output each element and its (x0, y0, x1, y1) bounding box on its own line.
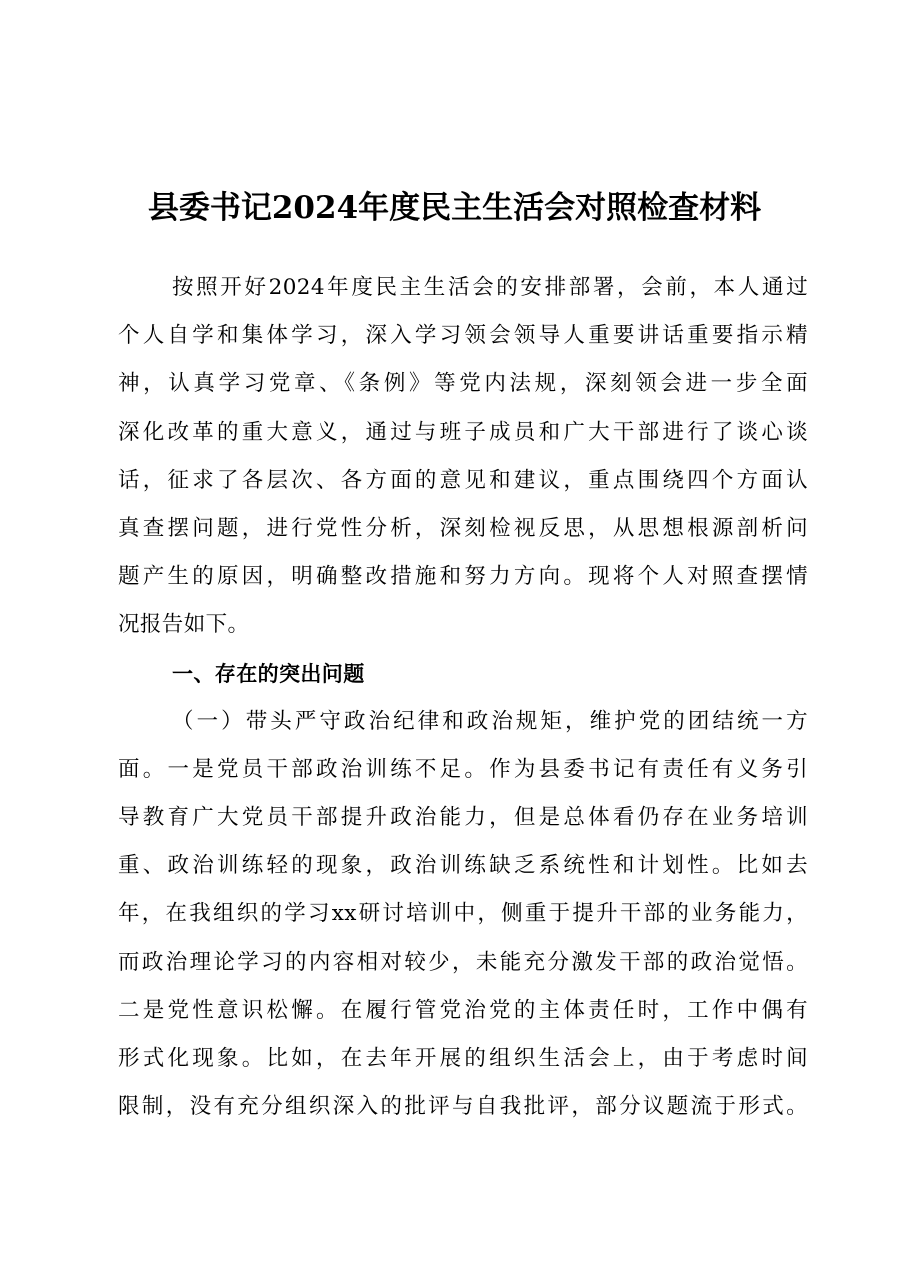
paragraph-line: 面。一是党员干部政治训练不足。作为县委书记有责任有义务引 (118, 756, 808, 782)
paragraph-line: 按照开好2024年度民主生活会的安排部署，会前，本人通过 (172, 275, 808, 300)
paragraph-line: 年，在我组织的学习xx研讨培训中，侧重于提升干部的业务能力， (118, 901, 808, 927)
paragraph-line: 深化改革的重大意义，通过与班子成员和广大干部进行了谈心谈 (118, 419, 808, 445)
document-body (118, 264, 808, 1131)
paragraph-line: 重、政治训练轻的现象，政治训练缺乏系统性和计划性。比如去 (118, 853, 808, 879)
paragraph-line: 限制，没有充分组织深入的批评与自我批评，部分议题流于形式。 (118, 1094, 808, 1120)
paragraph-line: （一）带头严守政治纪律和政治规矩，维护党的团结统一方 (172, 708, 808, 734)
section-heading: 一、存在的突出问题 (172, 661, 365, 686)
paragraph-line: 形式化现象。比如，在去年开展的组织生活会上，由于考虑时间 (118, 1046, 808, 1071)
paragraph-line: 话，征求了各层次、各方面的意见和建议，重点围绕四个方面认 (118, 467, 808, 493)
document-title: 县委书记2024年度民主生活会对照检查材料 (147, 190, 762, 226)
paragraph-line: 题产生的原因，明确整改措施和努力方向。现将个人对照查摆情 (118, 564, 808, 590)
paragraph-line: 二是党性意识松懈。在履行管党治党的主体责任时，工作中偶有 (118, 997, 808, 1023)
paragraph-line: 况报告如下。 (118, 612, 250, 638)
paragraph-line: 导教育广大党员干部提升政治能力，但是总体看仍存在业务培训 (118, 805, 808, 831)
paragraph-line: 神，认真学习党章、《条例》等党内法规，深刻领会进一步全面 (118, 371, 808, 397)
paragraph-line: 真查摆问题，进行党性分析，深刻检视反思，从思想根源剖析问 (118, 515, 808, 541)
paragraph-line: 个人自学和集体学习，深入学习领会领导人重要讲话重要指示精 (118, 323, 808, 349)
paragraph-line: 而政治理论学习的内容相对较少，未能充分激发干部的政治觉悟。 (118, 949, 808, 975)
